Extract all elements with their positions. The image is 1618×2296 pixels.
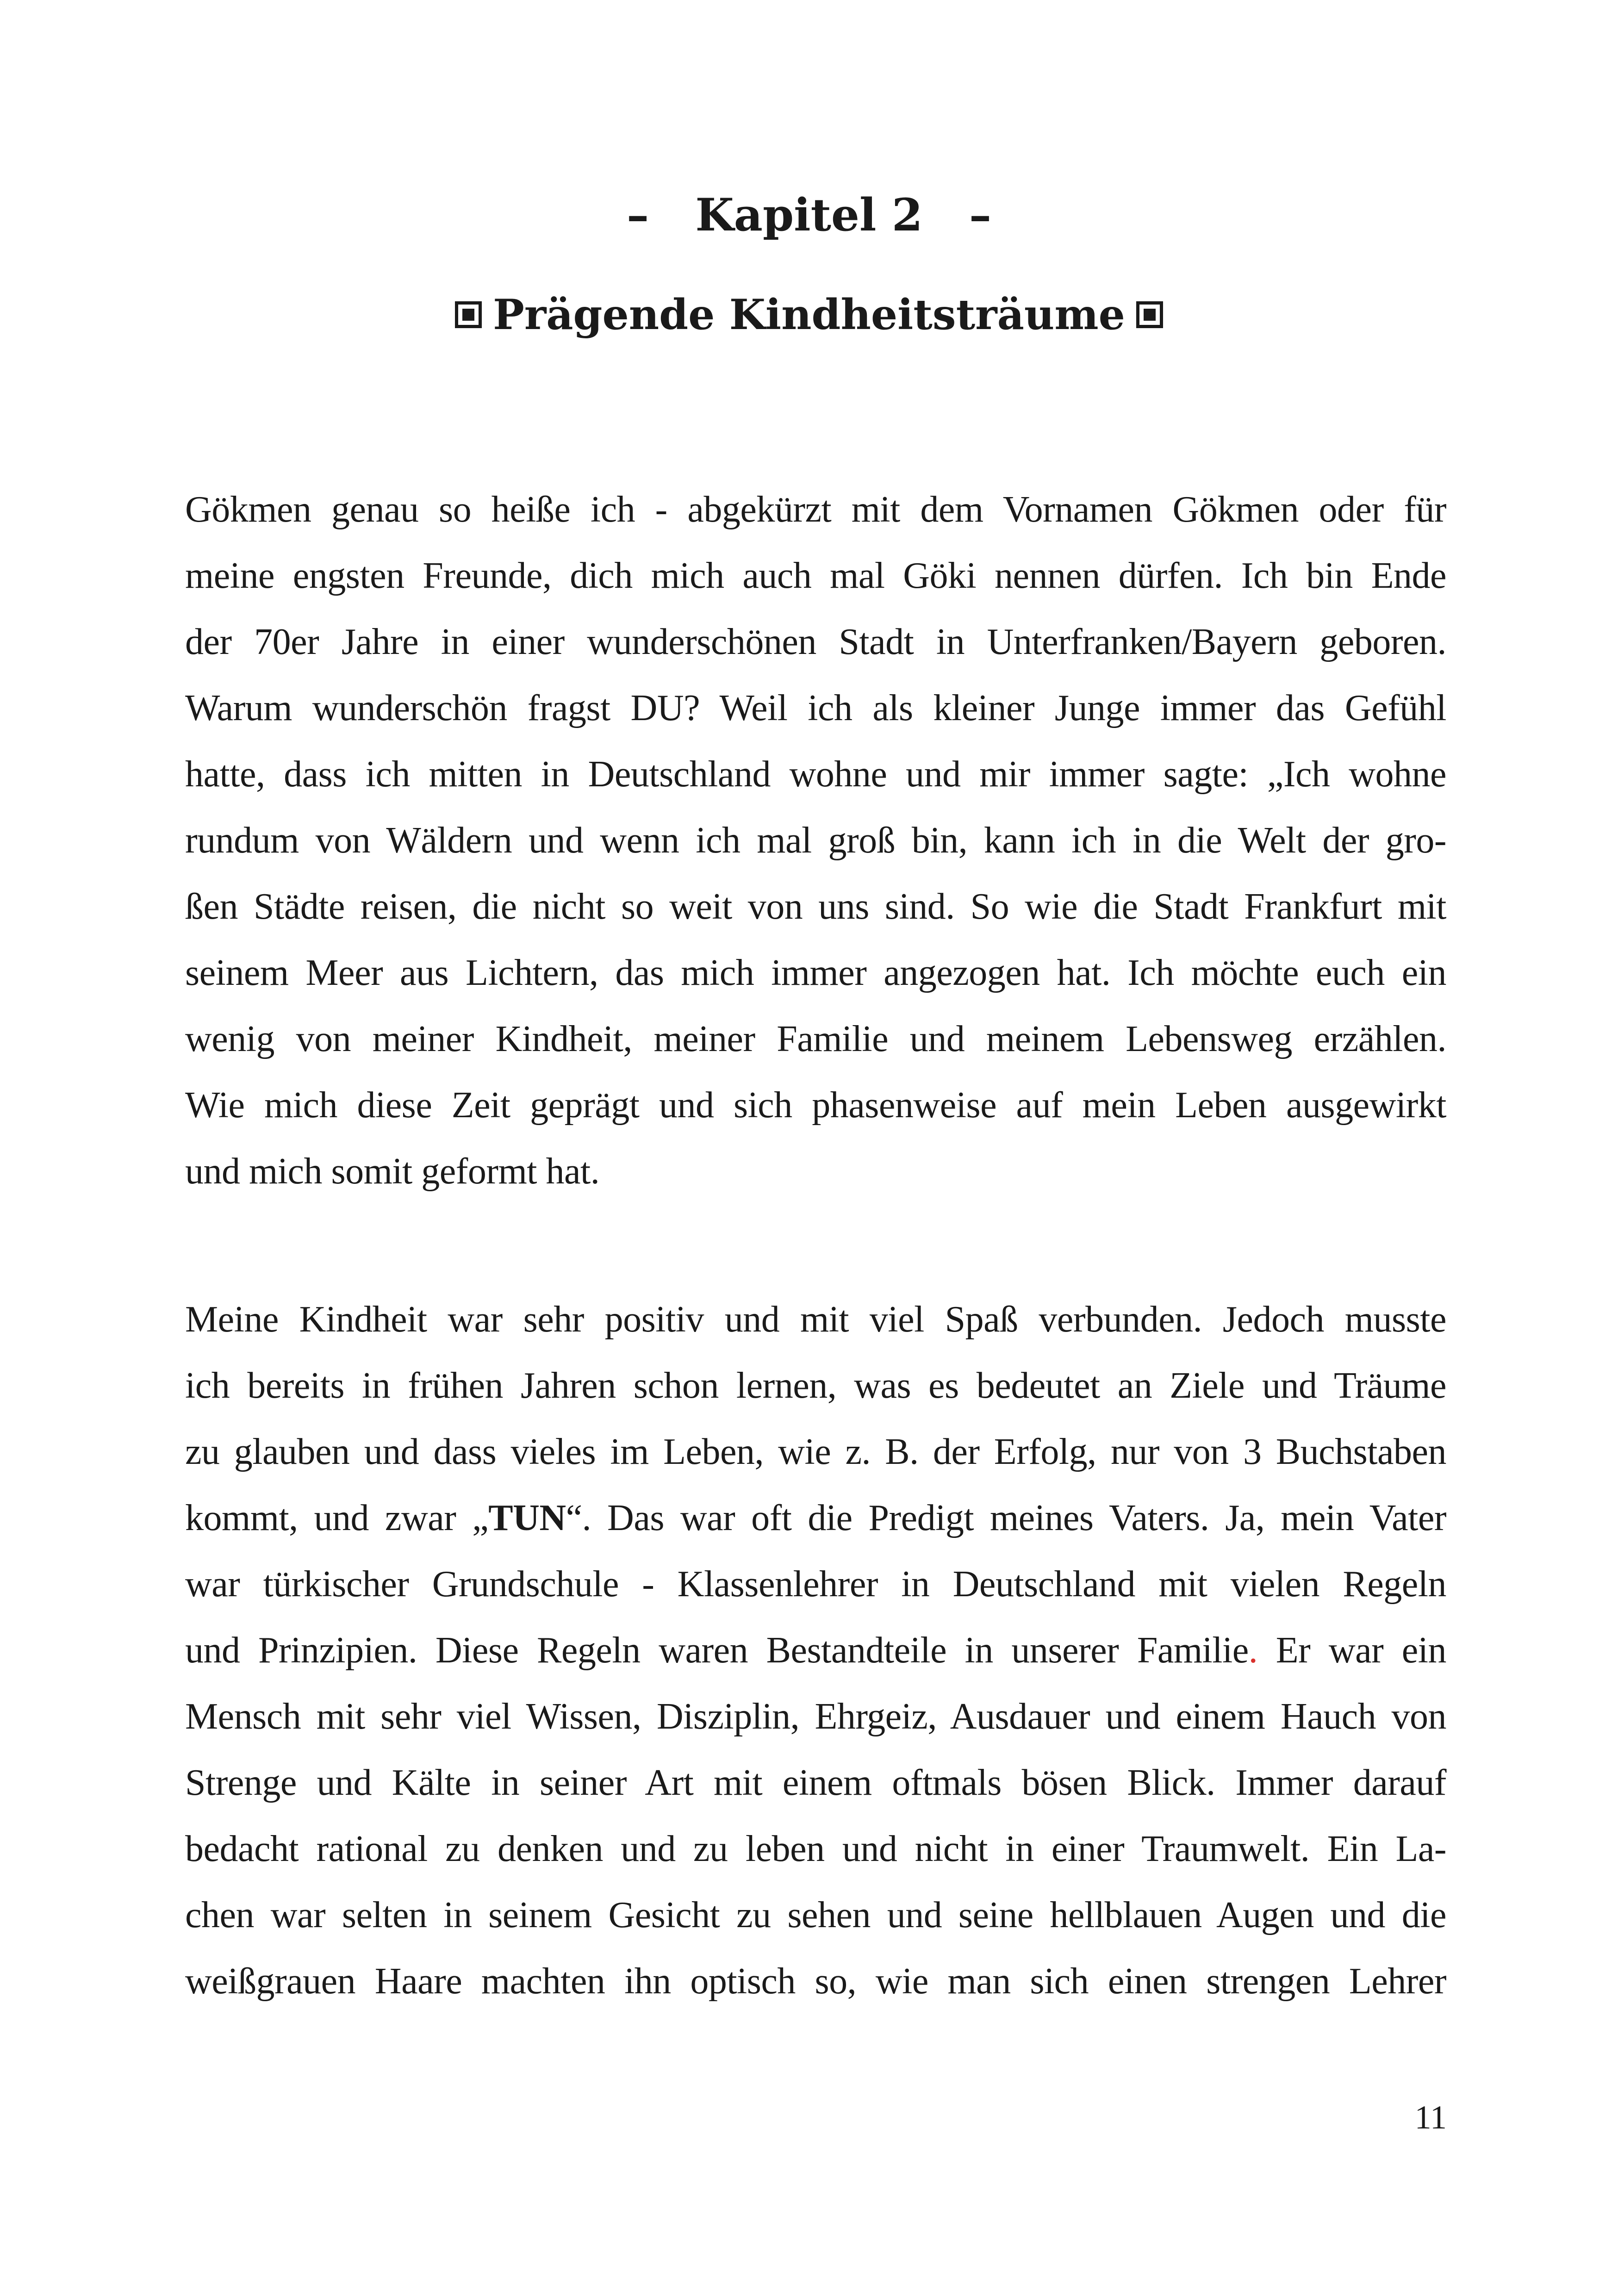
square-ornament-icon bbox=[455, 301, 482, 328]
text-segment: Er war ein bbox=[1257, 1630, 1446, 1671]
text-line: seinem Meer aus Lichtern, das mich immer angezogen hat. Ich möchte euch ein bbox=[185, 952, 1446, 993]
text-line: war türkischer Grundschule - Klassenlehrer in Deutschland mit vielen Regeln bbox=[185, 1564, 1446, 1605]
text-line: wenig von meiner Kindheit, meiner Familie und meinem Lebensweg erzählen. bbox=[185, 1019, 1446, 1059]
page-number: 11 bbox=[1414, 2099, 1447, 2136]
text-line: chen war selten in seinem Gesicht zu sehen und seine hellblauen Augen und die bbox=[185, 1895, 1446, 1935]
text-line bbox=[185, 1618, 1446, 1684]
chapter-heading bbox=[0, 183, 1618, 248]
text-line: Gökmen genau so heiße ich - abgekürzt mit dem Vornamen Gökmen oder für bbox=[185, 489, 1446, 530]
text-line: meine engsten Freunde, dich mich auch mal Göki nennen dürfen. Ich bin Ende bbox=[185, 555, 1446, 596]
text-line bbox=[185, 1485, 1446, 1551]
text-line: weißgrauen Haare machten ihn optisch so, wie man sich einen strengen Lehrer bbox=[185, 1961, 1446, 2002]
red-period-mark: . bbox=[1248, 1630, 1258, 1671]
text-segment: “. Das war oft die Predigt meines Vaters. Ja, mein Vater bbox=[566, 1498, 1446, 1538]
text-line: zu glauben und dass vieles im Leben, wie z. B. der Erfolg, nur von 3 Buchstaben bbox=[185, 1431, 1446, 1472]
text-line: hatte, dass ich mitten in Deutschland wohne und mir immer sagte: „Ich wohne bbox=[185, 754, 1446, 795]
text-line: bedacht rational zu denken und zu leben und nicht in einer Traumwelt. Ein La- bbox=[185, 1829, 1446, 1869]
text-line: ich bereits in frühen Jahren schon lernen, was es bedeutet an Ziele und Träume bbox=[185, 1365, 1446, 1406]
dash-right: – bbox=[969, 189, 991, 241]
text-line: rundum von Wäldern und wenn ich mal groß bin, kann ich in die Welt der gro- bbox=[185, 820, 1446, 861]
emphasis-tun: TUN bbox=[488, 1498, 566, 1538]
text-line: Mensch mit sehr viel Wissen, Disziplin, Ehrgeiz, Ausdauer und einem Hauch von bbox=[185, 1696, 1446, 1737]
paragraph-1 bbox=[185, 477, 1446, 1205]
text-line: Meine Kindheit war sehr positiv und mit viel Spaß verbunden. Jedoch musste bbox=[185, 1299, 1446, 1340]
text-line: Wie mich diese Zeit geprägt und sich phasenweise auf mein Leben ausgewirkt bbox=[185, 1085, 1446, 1126]
text-segment: kommt, und zwar „ bbox=[185, 1498, 489, 1538]
paragraph-2 bbox=[185, 1287, 1446, 2015]
chapter-subtitle-text: Prägende Kindheitsträume bbox=[493, 290, 1125, 339]
chapter-label: Kapitel 2 bbox=[695, 189, 923, 241]
square-ornament-icon bbox=[1136, 301, 1163, 328]
text-line: Strenge und Kälte in seiner Art mit einem oftmals bösen Blick. Immer darauf bbox=[185, 1762, 1446, 1803]
text-line: und mich somit geformt hat. bbox=[185, 1151, 600, 1192]
text-line: ßen Städte reisen, die nicht so weit von uns sind. So wie die Stadt Frankfurt mit bbox=[185, 886, 1446, 927]
chapter-subtitle bbox=[0, 282, 1618, 347]
text-segment: und Prinzipien. Diese Regeln waren Bestandteile in unserer Familie bbox=[185, 1630, 1249, 1671]
text-line: Warum wunderschön fragst DU? Weil ich als kleiner Junge immer das Gefühl bbox=[185, 688, 1446, 728]
text-line: der 70er Jahre in einer wunderschönen Stadt in Unterfranken/Bayern geboren. bbox=[185, 622, 1446, 662]
dash-left: – bbox=[627, 189, 649, 241]
